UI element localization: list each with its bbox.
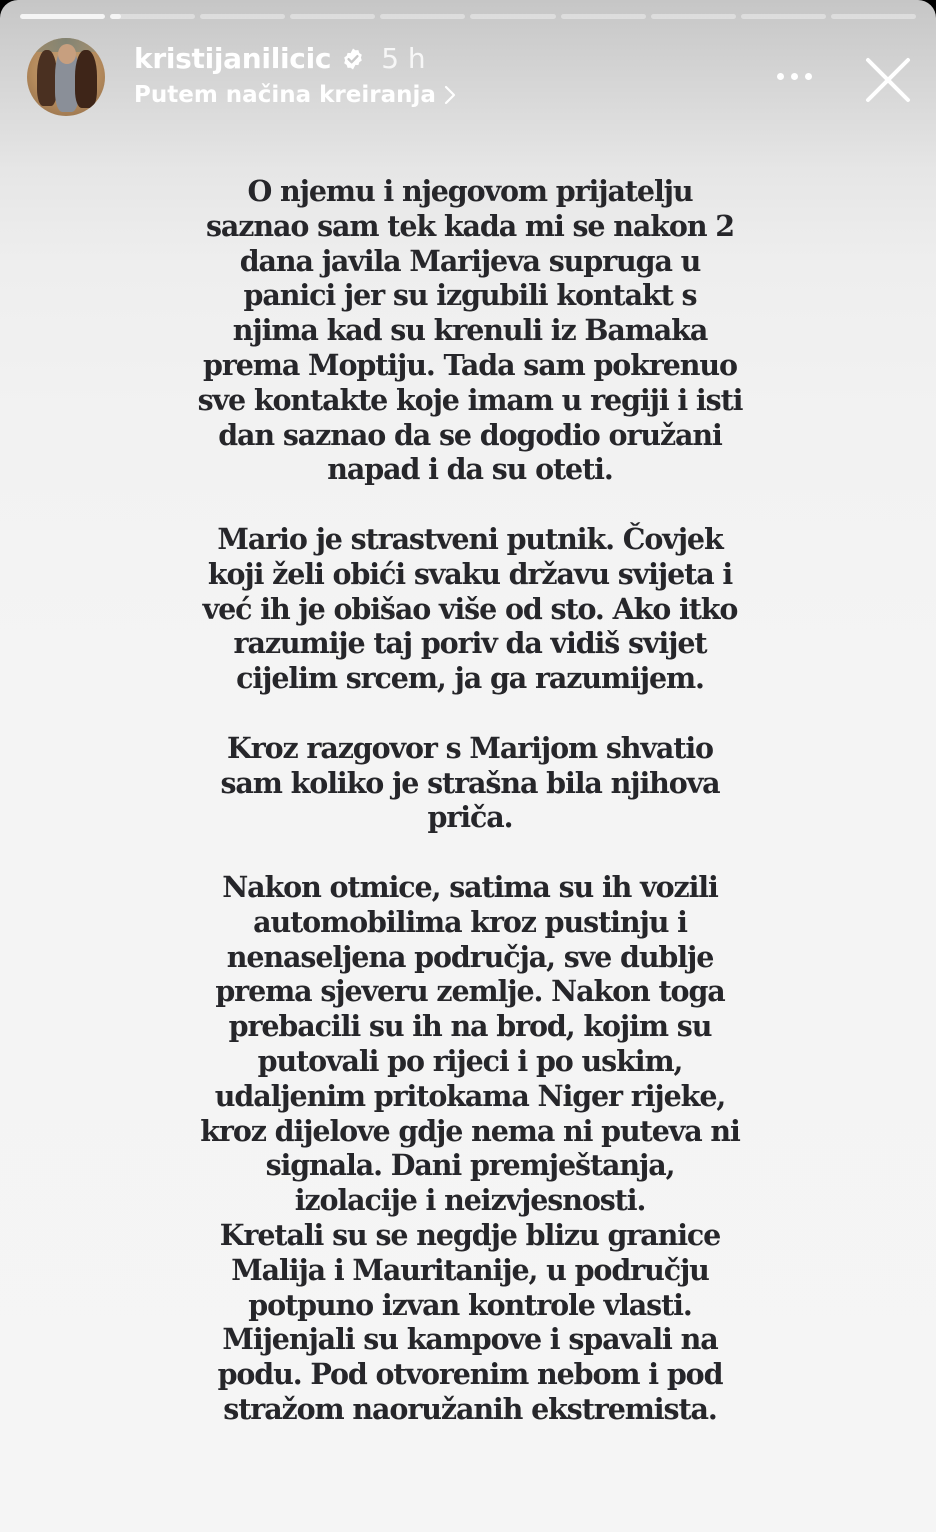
text-line: signala. Dani premještanja,: [265, 1148, 675, 1183]
avatar[interactable]: [27, 38, 105, 116]
creation-mode-link[interactable]: [134, 78, 456, 112]
text-line: automobilima kroz pustinju i: [253, 904, 687, 939]
text-line: saznao sam tek kada mi se nakon 2: [205, 208, 735, 243]
text-line: udaljenim pritokama Niger rijeke,: [214, 1078, 726, 1113]
text-line: koji želi obići svaku državu svijeta i: [207, 556, 733, 591]
text-line: Kretali su se negdje blizu granice: [219, 1217, 721, 1252]
text-line: Kroz razgovor s Marijom shvatio: [227, 730, 713, 765]
story-paragraph: [150, 731, 790, 835]
text-line: sam koliko je strašna bila njihova: [220, 765, 720, 800]
text-line: Mario je strastveni putnik. Čovjek: [217, 521, 723, 556]
text-line: Malija i Mauritanije, u području: [231, 1252, 709, 1287]
text-line: Nakon otmice, satima su ih vozili: [222, 869, 718, 904]
progress-segment: [470, 14, 555, 19]
text-line: prebacili su ih na brod, kojim su: [228, 1009, 712, 1044]
story-text: [150, 174, 790, 1427]
verified-badge-icon: [341, 47, 365, 71]
progress-segment: [561, 14, 646, 19]
story-paragraph: [150, 174, 790, 487]
progress-segment: [110, 14, 195, 19]
progress-segment: [200, 14, 285, 19]
chevron-right-icon: [444, 85, 456, 105]
post-time: 5 h: [381, 41, 426, 75]
creation-mode-label: Putem načina kreiranja: [134, 82, 436, 108]
text-line: putovali po rijeci i po uskim,: [257, 1043, 683, 1078]
more-options-button[interactable]: [772, 64, 816, 88]
text-line: prema sjeveru zemlje. Nakon toga: [215, 974, 725, 1009]
text-line: potpuno izvan kontrole vlasti.: [248, 1287, 692, 1322]
story-paragraph: [150, 522, 790, 696]
text-line: O njemu i njegovom prijatelju: [247, 174, 693, 208]
story-header: [0, 36, 936, 120]
more-options-icon: [805, 73, 812, 80]
progress-fill: [20, 14, 105, 19]
avatar-photo-figure: [75, 50, 97, 108]
text-line: nenaseljena područja, sve dublje: [226, 939, 714, 974]
user-line: [134, 38, 426, 78]
close-icon[interactable]: [858, 50, 918, 110]
text-line: Mijenjali su kampove i spavali na: [222, 1322, 718, 1357]
text-line: podu. Pod otvorenim nebom i pod: [217, 1357, 723, 1392]
text-line: dana javila Marijeva supruga u: [239, 243, 701, 278]
progress-segment: [831, 14, 916, 19]
text-line: izolacije i neizvjesnosti.: [294, 1183, 646, 1218]
text-line: napad i da su oteti.: [327, 452, 613, 487]
text-line: cijelim srcem, ja ga razumijem.: [236, 661, 704, 696]
avatar-photo-figure: [58, 44, 76, 64]
progress-segment: [651, 14, 736, 19]
text-line: razumije taj poriv da vidiš svijet: [233, 626, 707, 661]
text-line: stražom naoružanih ekstremista.: [223, 1391, 717, 1426]
avatar-photo-figure: [37, 50, 57, 106]
progress-segment: [380, 14, 465, 19]
progress-segment: [290, 14, 375, 19]
username[interactable]: kristijanilicic: [134, 41, 332, 75]
text-line: sve kontakte koje imam u regiji i isti: [197, 382, 743, 417]
text-line: prema Moptiju. Tada sam pokrenuo: [203, 347, 737, 382]
text-line: dan saznao da se dogodio oružani: [218, 417, 722, 452]
text-line: njima kad su krenuli iz Bamaka: [232, 313, 708, 348]
progress-fill: [110, 14, 121, 19]
text-line: panici jer su izgubili kontakt s: [243, 278, 697, 313]
text-line: već ih je obišao više od sto. Ako itko: [202, 591, 738, 626]
more-options-icon: [791, 73, 798, 80]
more-options-icon: [777, 73, 784, 80]
text-line: kroz dijelove gdje nema ni puteva ni: [200, 1113, 740, 1148]
progress-segment: [20, 14, 105, 19]
progress-segment: [741, 14, 826, 19]
story-progress-bar: [20, 14, 916, 19]
story-paragraph: [150, 870, 790, 1427]
text-line: priča.: [427, 800, 513, 835]
